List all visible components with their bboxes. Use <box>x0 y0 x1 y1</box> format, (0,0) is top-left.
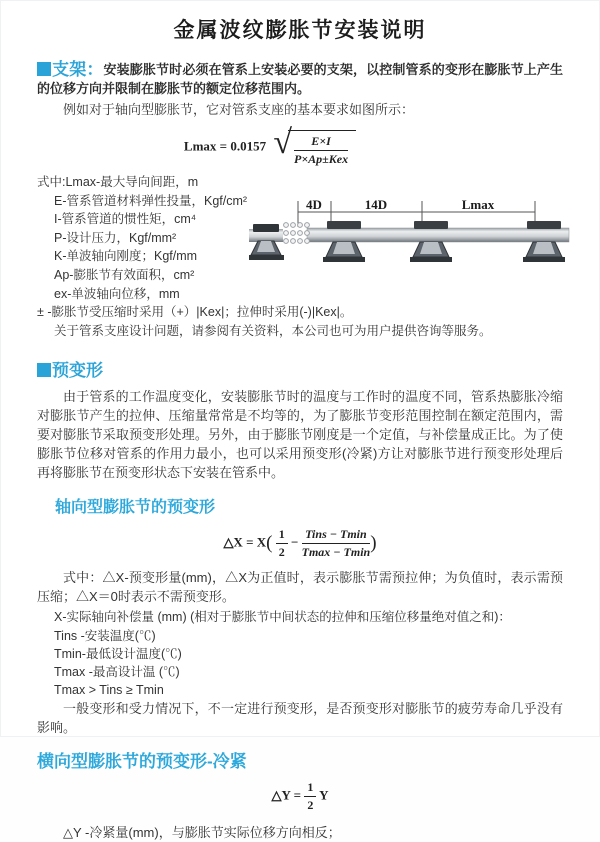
definition-line: Tmax > Tins ≥ Tmin <box>54 683 164 698</box>
dim-label-lmax: Lmax <box>461 197 495 212</box>
radical-sign: √ <box>273 124 292 161</box>
formula1-denominator: P×Ap±Kex <box>294 152 349 166</box>
formula3-rhs: Y <box>319 787 329 803</box>
axial-predeform-formula <box>37 527 563 560</box>
definition-line: K-单波轴向刚度；Kgf/mm <box>54 249 198 264</box>
definition-line: ex-单波轴向位移，mm <box>54 286 180 301</box>
definition-line: Ap-膨胀节有效面积，cm² <box>54 267 195 282</box>
definition-line: 关于管系支座设计问题，请参阅有关资料，本公司也可为用户提供咨询等服务。 <box>54 323 492 338</box>
definition-line: E-管系管道材料弹性投量，Kgf/cm² <box>54 193 248 208</box>
blue-square-bullet-icon <box>37 62 51 76</box>
minus-sign: − <box>290 534 299 550</box>
pipe-support-diagram <box>249 197 599 292</box>
formula3-den: 2 <box>307 798 314 813</box>
definition-line: Tins -安装温度(℃) <box>54 628 156 643</box>
formula1-lhs: Lmax = 0.0157 <box>183 138 267 154</box>
formula2-frac1-num: 1 <box>276 527 288 544</box>
blue-square-bullet-icon <box>37 363 51 377</box>
axial-symbol-definitions <box>37 608 563 699</box>
formula2-lhs: △X = X <box>223 534 267 550</box>
formula3-num: 1 <box>304 780 316 797</box>
formula3-lhs: △Y = <box>271 787 302 803</box>
dim-label-4d: 4D <box>306 197 322 212</box>
definition-line: I-管系管道的惯性矩，cm⁴ <box>54 212 197 227</box>
open-paren: ( <box>266 532 273 554</box>
formula2-frac2-den: Tmax − Tmin <box>301 545 371 560</box>
square-root <box>273 124 356 167</box>
close-paren: ) <box>370 532 377 554</box>
formula2-frac1-den: 2 <box>278 545 285 560</box>
pipe <box>307 228 569 242</box>
lateral-note: △Y -冷紧量(mm)，与膨胀节实际位移方向相反； <box>63 825 341 841</box>
axial-explain-paragraph: 式中：△X-预变形量(mm)，△X为正值时，表示膨胀节需预拉伸；为负值时，表示需预压缩；△X＝0时表示不需预变形。 <box>37 570 563 605</box>
support-intro-paragraph <box>37 60 563 98</box>
lateral-subsection-heading: 横向型膨胀节的预变形-冷紧 <box>37 752 247 772</box>
support-intro-text: 安装膨胀节时必须在管系上安装必要的支架，以控制管系的变形在膨胀节上产生的位移方向并限制在膨胀节的额定位移范围内。 <box>37 62 563 96</box>
formula1-numerator: E×I <box>294 134 348 151</box>
lateral-predeform-formula <box>37 780 563 813</box>
axial-note: 一般变形和受力情况下，不一定进行预变形，是否预变形对膨胀节的疲劳寿命几乎没有影响。 <box>37 701 563 736</box>
guide-spacing-formula <box>0 124 563 167</box>
predeform-body-paragraph: 由于管系的工作温度变化，安装膨胀节时的温度与工作时的温度不同，管系热膨胀冷缩对膨胀节产生的拉伸、压缩量常常是不均等的，为了膨胀节变形范围控制在额定范围内，需要对膨胀节采取预变形处理。另外，由于膨胀节刚度是一个定值，与补偿量成正比。为了使膨胀节位移对管系的作用力最小，也可以采用预变形(冷紧)方让对膨胀节进行预变形处理后再将膨胀节在预变形状态下安装在管系中。 <box>37 389 563 481</box>
support-example-line: 例如对于轴向型膨胀节，它对管系支座的基本要求如图所示： <box>63 102 415 117</box>
definition-line: Tmin-最低设计温度(℃) <box>54 646 182 661</box>
page-title: 金属波纹膨胀节安装说明 <box>173 19 427 42</box>
definition-line: P-设计压力，Kgf/mm² <box>54 230 177 245</box>
bellows-icon <box>284 223 310 244</box>
definition-line: 式中:Lmax-最大导向间距，m <box>37 175 199 189</box>
predeform-section-heading: 预变形 <box>37 356 563 381</box>
axial-subsection-heading: 轴向型膨胀节的预变形 <box>55 499 216 517</box>
formula2-frac2-num: Tins − Tmin <box>302 527 371 544</box>
dim-label-14d: 14D <box>364 197 388 212</box>
definition-line: ± -膨胀节受压缩时采用（+）|Kex|；拉伸时采用(-)|Kex|。 <box>37 305 353 320</box>
definition-line: Tmax -最高设计温 (℃) <box>54 664 180 679</box>
support-section-heading: 支架： <box>52 60 104 79</box>
definition-line: X-实际轴向补偿量 (mm) (相对于膨胀节中间状态的拉伸和压缩位移量绝对值之和)： <box>54 610 511 625</box>
pipe-support-diagram-svg <box>249 197 599 292</box>
